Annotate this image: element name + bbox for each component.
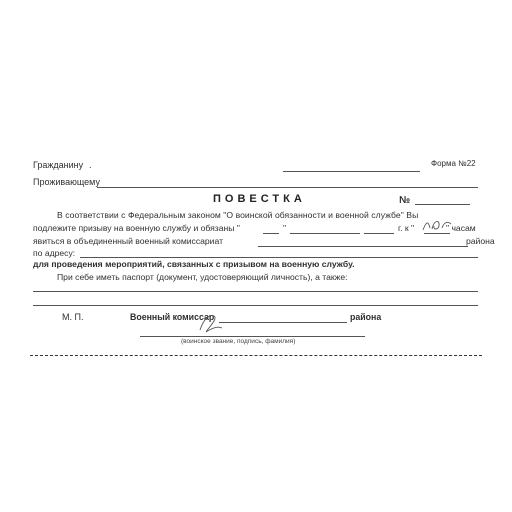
to-citizen-label: Гражданину: [33, 160, 84, 170]
address-label: по адресу:: [33, 248, 76, 258]
paragraph-line-2-b: ": [283, 223, 287, 233]
paragraph-line-3-a: явиться в объединенный военный комиссариат: [33, 236, 224, 246]
document-title: ПОВЕСТКА: [213, 193, 306, 205]
paragraph-line-2-c: г. к ": [398, 223, 415, 233]
citizen-name-line: [283, 171, 420, 172]
signature-caption: (воинское звание, подпись, фамилия): [181, 338, 296, 345]
citizen-dot: .: [89, 160, 92, 170]
stamp-label: М. П.: [62, 312, 84, 322]
date-day-line: [263, 233, 279, 234]
bring-text: При себе иметь паспорт (документ, удостоверяющий личность), а также:: [57, 272, 348, 282]
number-line: [415, 204, 470, 205]
paragraph-line-2-d: " часам: [446, 223, 476, 233]
purpose-text: для проведения мероприятий, связанных с призывом на военную службу.: [33, 259, 355, 269]
residing-address-line: [97, 187, 478, 188]
paragraph-line-2-a: подлежите призыву на военную службу и обязаны ": [33, 223, 240, 233]
bring-line-2: [33, 305, 478, 306]
residing-label: Проживающему: [33, 177, 100, 187]
date-year-line: [364, 233, 394, 234]
commissar-label: Военный комиссар: [130, 312, 215, 322]
address-line: [80, 257, 478, 258]
form-number: Форма №22: [431, 159, 476, 168]
tear-off-line: [30, 355, 482, 356]
number-label: №: [399, 195, 411, 206]
date-month-line: [290, 233, 360, 234]
bring-line-1: [33, 291, 478, 292]
paragraph-line-1: В соответствии с Федеральным законом "О воинской обязанности и военной службе" Вы: [57, 210, 419, 220]
commissariat-line: [258, 246, 468, 247]
signature-line: [140, 336, 365, 337]
district-label: района: [350, 312, 382, 322]
commissar-district-line: [219, 322, 347, 323]
paragraph-line-3-b: района: [466, 236, 495, 246]
